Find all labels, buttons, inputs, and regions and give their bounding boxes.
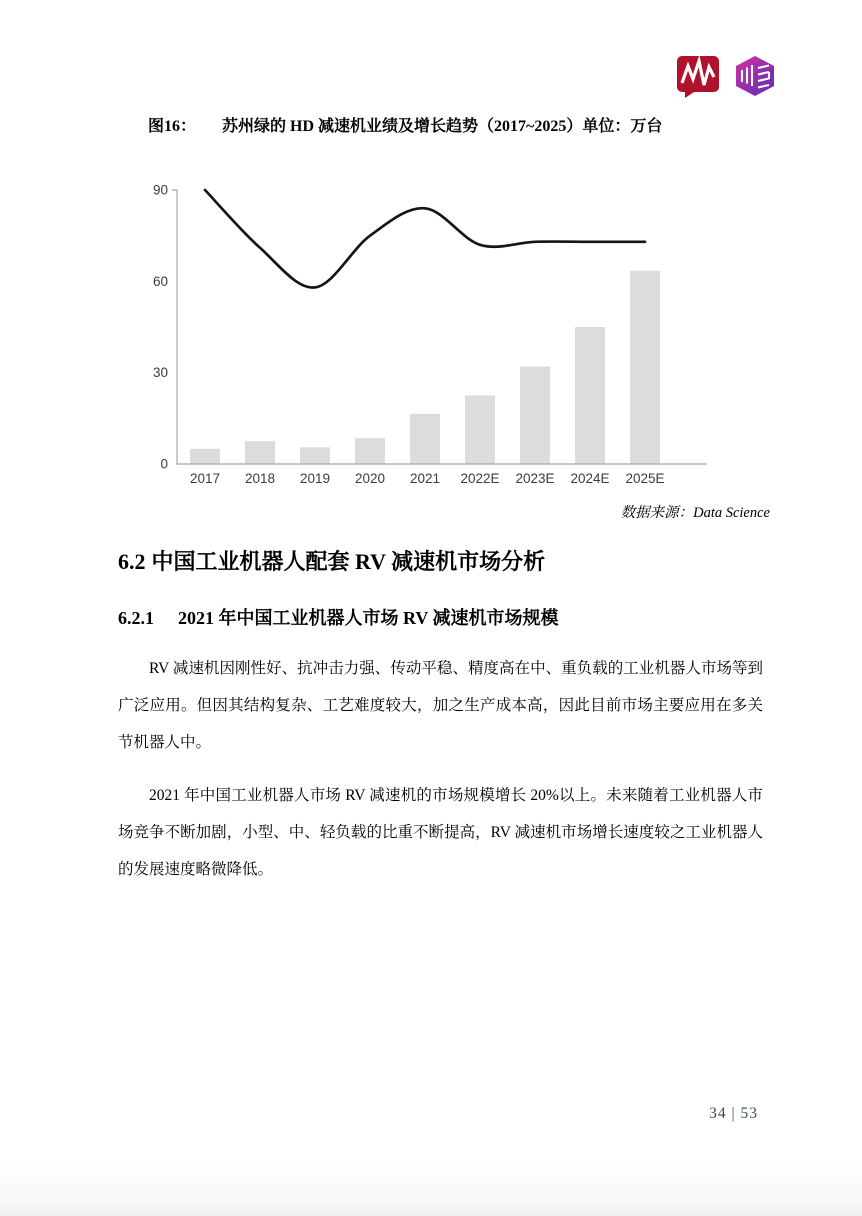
y-tick-label-90: 90 (152, 182, 168, 198)
y-tick-label-60: 60 (152, 273, 168, 289)
page-number: 34 | 53 (709, 1105, 758, 1122)
waveform-badge-icon (675, 54, 721, 98)
bar-2019 (300, 447, 330, 464)
section-number: 6.2 (118, 549, 146, 574)
x-tick-label-2022E: 2022E (460, 471, 500, 486)
page-bottom-edge (0, 1164, 862, 1216)
bar-2025E (630, 271, 660, 464)
subsection-heading (118, 604, 559, 632)
body-paragraph: 2021 年中国工业机器人市场 RV 减速机的市场规模增长 20%以上。未来随着工业机器人市场竞争不断加剧，小型、中、轻负载的比重不断提高，RV 减速机市场增长速度较之工业机器人的发展速度略微降低。 (118, 787, 763, 878)
section-title: 中国工业机器人配套 RV 减速机市场分析 (151, 549, 546, 574)
bar-2020 (355, 438, 385, 464)
cube-badge-icon (732, 54, 778, 98)
bar-2023E (520, 367, 550, 464)
body-paragraph: RV 减速机因刚性好、抗冲击力强、传动平稳、精度高在中、重负载的工业机器人市场等到广泛应用。但因其结构复杂、工艺难度较大，加之生产成本高，因此目前市场主要应用在多关节机器人中。 (118, 660, 763, 751)
y-tick-label-30: 30 (152, 365, 168, 381)
x-tick-label-2021: 2021 (409, 471, 441, 486)
subsection-number: 6.2.1 (118, 608, 154, 628)
bar-2022E (465, 396, 495, 465)
bar-2024E (575, 327, 605, 464)
x-tick-label-2020: 2020 (354, 471, 386, 486)
data-source-note: 数据来源：Data Science (620, 505, 770, 521)
x-tick-label-2019: 2019 (299, 471, 331, 486)
y-tick-label-0: 0 (160, 456, 168, 472)
performance-chart-svg (140, 180, 720, 495)
bar-2017 (190, 449, 220, 464)
brand-logos (675, 54, 778, 98)
x-tick-label-2023E: 2023E (515, 471, 555, 486)
figure-caption (148, 116, 662, 138)
x-tick-label-2025E: 2025E (625, 471, 665, 486)
figure-caption-title: 苏州绿的 HD 减速机业绩及增长趋势（2017~2025）单位：万台 (222, 118, 663, 135)
section-heading (118, 545, 545, 579)
bar-2018 (245, 441, 275, 464)
figure-chart (140, 180, 720, 495)
x-tick-label-2018: 2018 (244, 471, 276, 486)
growth-trend-line (205, 190, 645, 288)
x-tick-label-2017: 2017 (189, 471, 221, 486)
x-tick-label-2024E: 2024E (570, 471, 610, 486)
body-text (118, 650, 763, 904)
bar-2021 (410, 414, 440, 464)
figure-caption-label: 图16： (148, 118, 197, 135)
subsection-title: 2021 年中国工业机器人市场 RV 减速机市场规模 (178, 608, 559, 628)
